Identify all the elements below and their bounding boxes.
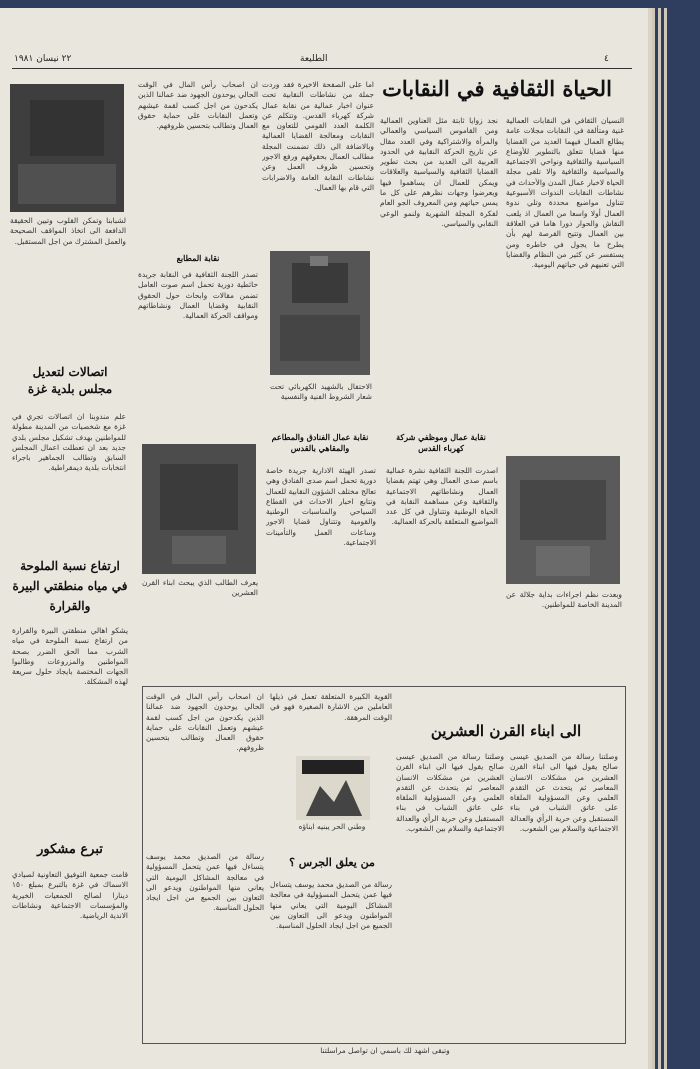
center-photo-image xyxy=(142,444,256,574)
twenties-body: وصلتنا رسالة من الصديق عيسى صالح يقول فيها الى ابناء القرن العشرين من مشكلات الانسان المعاصر ثم يتحدث عن التقدم العلمي وعن المسؤولية الملقاة على عاتق الشباب في بناء المستقبل وعن حرية الرأي والعدالة الاجتماعية والسلام بين الشعوب. xyxy=(510,752,618,834)
center-upper-text: ان اصحاب رأس المال في الوقت الحالي يوحدون الجهود ضد عمالنا الذين يكدحون من اجل كسب لقمة عيشهم وتعمل النقابات على حماية حقوق العمال وتطالب بتحسين ظروفهم. xyxy=(138,80,258,131)
electric-union-title: نقابة عمال وموظفي شركة كهرباء القدس xyxy=(396,432,486,453)
bottom-center-text: القوية الكبيرة المتعلقة تعمل في ذيلها العاملين من الاشارة الصغيرة فهو في الوقت المرهقة. xyxy=(270,692,392,722)
issue-date: ٢٢ نيسان ١٩٨١ xyxy=(14,54,72,64)
page-footer: وتبقى اشهد لك باسمي ان تواصل مراسلتنا xyxy=(320,1046,450,1055)
bell-title: من يعلق الجرس ؟ xyxy=(289,856,375,869)
hotels-union-body: تصدر الهيئة الادارية جريدة خاصة دورية تحمل اسم صدى الفنادق وهي تعالج مختلف الشؤون النقابية للعمال وتتابع اخبار الاحداث في القطاع السياحي والمناسبات الوطنية والقومية وتتناول قضايا الاجور وساعات العمل والتأمينات الاجتماعية. xyxy=(266,466,376,548)
cartoon-image xyxy=(296,756,370,820)
donation-title: تبرع مشكور xyxy=(37,842,103,857)
cartoon xyxy=(296,756,370,820)
page-edge-2 xyxy=(658,8,661,1069)
right-photo-image xyxy=(506,456,620,584)
newspaper-page xyxy=(0,8,648,1069)
electric-union-body: اصدرت اللجنة الثقافية نشرة عمالية باسم صدى العمال وهي تهتم بقضايا العمال ونشاطاتهم الاجتماعية والثقافية وعن مساهمة النقابة في الحياة الوطنية وتتناول في كل عدد المواضيع المتعلقة بالحركة العمالية. xyxy=(386,466,498,527)
salinity-body: يشكو اهالي منطقتي البيرة والقرارة من ارتفاع نسبة الملوحة في مياه الشرب مما الحق الضرر بصحة المواطنين والمزروعات وطالبوا الجهات المختصة بايجاد حلول سريعة لهذه المشكلة. xyxy=(12,626,128,687)
gaza-council-body: علم مندوبنا ان اتصالات تجري في غزة مع شخصيات من المدينة مطولة للمواطنين بهدف تشكيل مجلس بلدي جديد بعد ان تعطلت اعمال المجلس السابق وتطالب الجماهير باجراء انتخابات بلدية ديمقراطية. xyxy=(12,412,126,473)
cartoon-caption: وطني الحر يبنيه ابناؤه xyxy=(298,822,366,831)
twenties-title: الى ابناء القرن العشرين xyxy=(430,722,582,740)
left-top-photo xyxy=(10,84,124,212)
main-article-col1: النسيان الثقافي في النقابات العمالية غنية ومتألقة في النقابات مجلات عامة يطالع العمال فيهما العديد من القضايا منها قضايا تتعلق بالتطوير للأوضاع السياسية والثقافية ونواحي الاجتماعية والسياسية والثقافية والا تلقى مجلة الحياة لاخبار عمال المدن والأحداث في نشاطات النقابات الندوات الأسبوعية تتناول مواضيع محددة وتلي ندوة العمال أولا واسعا من العمال اذ يلعب النقاش والحوار دورا هاما في العلاقة بين العمال وتتيح الفرصة لهم بأن يطرح ما يجول في خاطره ومن يستفسر عن كثير من النظام والقضايا التي تعنيهم في حياتهم اليومية. xyxy=(506,116,624,270)
main-article-col2: نجد زوايا ثابتة مثل العناوين العمالية ومن القاموس السياسي والعمالي والمرأة والاشتراكية وفي العدد مقال عن تاريخ الحركة النقابية في الحدود العربية الى العديد من بحث تطوير القضايا الثقافية والسياسية والعلاقات ويمكن للعمال ان يساهموا فيها ويعرضوا وجهات نظرهم على كل ما يمس حياتهم ومن المعروف الجو العام لفكرة المجلة الشهرية ولنمو الوعي النقابي والسياسي. xyxy=(380,116,498,228)
main-article-title: الحياة الثقافية في النقابات xyxy=(382,76,612,101)
photo-image xyxy=(270,251,370,375)
hotels-union-title: نقابة عمال الفنادق والمطاعم والمقاهي بالقدس xyxy=(271,432,369,453)
left-column-text: لشبابنا وتمكن القلوب وتبين الحقيقة الدافعة الى اتخاذ المواقف الصحيحة والعمل المشترك من اجل المستقبل. xyxy=(10,216,126,246)
right-photo xyxy=(506,456,620,584)
page-edge-3 xyxy=(664,8,667,1069)
newspaper-name: الطليعة xyxy=(300,54,328,64)
center-photo-caption: يعرف الطالب الذي يبحث ابناء القرن العشرين xyxy=(142,578,258,598)
right-photo-caption: وبعدت نظم اجراءات بداية جلالة عن المدينة الخاصة للمواطنين. xyxy=(506,590,622,610)
gaza-council-title: اتصالات لتعديل مجلس بلدية غزة xyxy=(27,365,113,396)
print-union-body: تصدر اللجنة الثقافية في النقابة جريدة حائطية دورية تحمل اسم صوت العامل تضمن مقالات وابحاث حول الحقوق النقابية وقضايا العمال ونشاطاتهم ومواقف الحركة العمالية. xyxy=(138,270,258,321)
page-edge-1 xyxy=(652,8,655,1069)
page-number: ٤ xyxy=(604,54,609,64)
salinity-title: ارتفاع نسبة الملوحة في مياه منطقتي البيرة والقرارة xyxy=(12,559,128,613)
header-rule xyxy=(12,68,632,69)
main-article-photo xyxy=(270,251,370,375)
print-union-title: نقابة المطابع xyxy=(176,253,220,263)
main-article-col3: اما على الصفحة الاخيرة فقد وردت جملة من نشاطات النقابية تحت عنوان اخبار عمالية من نقابة عمال شركة كهرباء القدس. وتتكلم عن الكلمة العدد القومي للتعاون مع النقابات ومعالجة القضايا العمالية وبالاضافة الى ذلك تضمنت المجلة مطالب العمال بحقوقهم ورفع الاجور وتحسين ظروف العمل وعن نشاطات النقابة العامة والاضرابات التي قام بها العمال. xyxy=(262,80,374,192)
donation-body: قامت جمعية التوفيق التعاونية لصيادي الاسماك في غزة بالتبرع بمبلغ ١٥٠ دينارا لصالح الجمعيات الخيرية والمؤسسات الاجتماعية ونشاطات الاندية الرياضية. xyxy=(12,870,128,921)
center-photo xyxy=(142,444,256,574)
bell-body-2: رسالة من الصديق محمد يوسف يتساءل فيها عمن يتحمل المسؤولية في معالجة المشاكل اليومية التي يعاني منها المواطنون ويدعو الى التعاون بين الجميع من اجل ايجاد الحلول المناسبة. xyxy=(146,852,264,913)
left-top-photo-image xyxy=(10,84,124,212)
photo-caption: الاحتفال بالشهيد الكهربائي تحت شعار الشروط الفنية والنفسية xyxy=(270,382,372,402)
left-box-text: ان اصحاب رأس المال في الوقت الحالي يوحدون الجهود ضد عمالنا الذين يكدحون من اجل كسب لقمة عيشهم وتعمل النقابات على حماية حقوق العمال وتطالب بتحسين ظروفهم. xyxy=(146,692,264,753)
bell-body: رسالة من الصديق محمد يوسف يتساءل فيها عمن يتحمل المسؤولية في معالجة المشاكل اليومية التي يعاني منها المواطنون ويدعو الى التعاون بين الجميع من اجل ايجاد الحلول المناسبة. xyxy=(270,880,392,931)
twenties-body-2: وصلتنا رسالة من الصديق عيسى صالح يقول فيها الى ابناء القرن العشرين من مشكلات الانسان المعاصر ثم يتحدث عن التقدم العلمي وعن المسؤولية الملقاة على عاتق الشباب في بناء المستقبل وعن حرية الرأي والعدالة الاجتماعية والسلام بين الشعوب. xyxy=(396,752,504,834)
